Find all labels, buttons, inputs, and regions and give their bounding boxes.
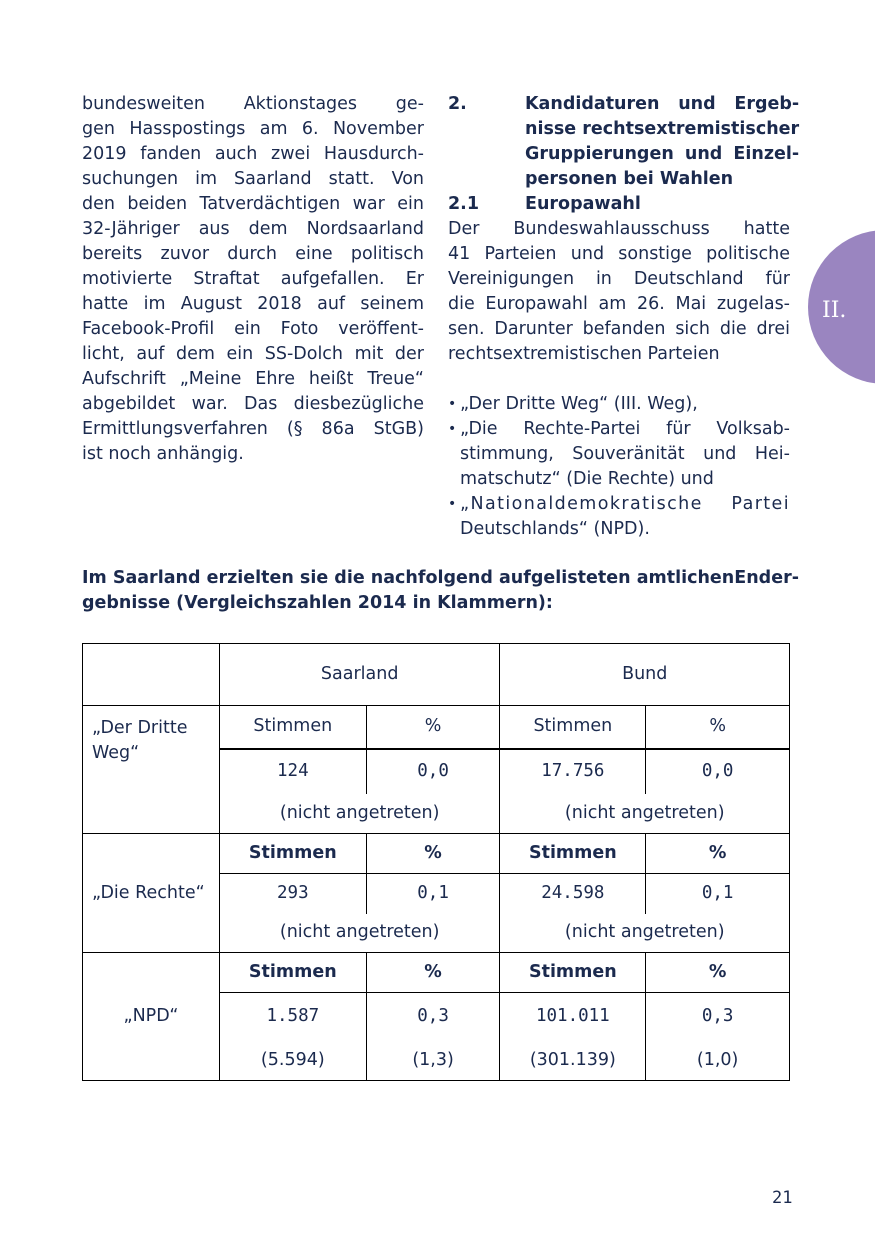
text-line: suchungen im Saarland statt. Von (82, 169, 424, 189)
section-title-line: Gruppierungen und Einzel- (525, 144, 800, 164)
table-header-row (83, 644, 790, 706)
col-header-stimmen: Stimmen (500, 834, 646, 874)
bund-previous-votes: (301.139) (500, 1041, 646, 1081)
bund-percent: 0,0 (646, 749, 790, 794)
col-header-percent: % (366, 834, 500, 874)
col-header-percent: % (646, 834, 790, 874)
party-name-cell: „Der Dritte Weg“ (83, 706, 220, 834)
col-header-percent: % (646, 953, 790, 993)
section-heading (448, 92, 800, 192)
subsection-title: Europawahl (525, 194, 641, 214)
party-name-cell: „NPD“ (83, 953, 220, 1081)
bund-percent: 0,3 (646, 993, 790, 1041)
subsection-number: 2.1 (448, 194, 480, 214)
bund-votes: 101.011 (500, 993, 646, 1041)
col-header-percent: % (366, 953, 500, 993)
saar-votes: 1.587 (219, 993, 366, 1041)
results-lead-text (82, 566, 799, 616)
table-row (83, 706, 790, 749)
section-number: 2. (448, 94, 467, 114)
saar-previous: (nicht angetreten) (219, 914, 500, 953)
saar-percent: 0,3 (366, 993, 500, 1041)
text-line: ist noch anhängig. (82, 444, 244, 464)
text-line: hatte im August 2018 auf seinem (82, 294, 424, 314)
header-saarland: Saarland (219, 644, 500, 706)
col-header-stimmen: Stimmen (219, 953, 366, 993)
col-header-stimmen: Stimmen (500, 706, 646, 749)
text-line: gebnisse (Vergleichszahlen 2014 in Klammern): (82, 593, 553, 613)
right-body-text (448, 217, 790, 367)
saar-previous-percent: (1,3) (366, 1041, 500, 1081)
text-line: die Europawahl am 26. Mai zugelas- (448, 294, 790, 314)
section-title-line: nisse rechtsextremistischer (525, 119, 800, 139)
party-list-item: • „Der Dritte Weg“ (III. Weg), (448, 392, 790, 417)
text-line: abgebildet war. Das diesbezügliche (82, 394, 424, 414)
left-column-text (82, 92, 424, 467)
party-list-item: • „Nationaldemokratische Partei Deutschlands“ (NPD). (448, 492, 790, 542)
party-list-item: • „Die Rechte-Partei für Volksab- stimmung, Souveränität und Hei- matschutz“ (Die Rechte) und (448, 417, 790, 492)
text-line: Aufschrift „Meine Ehre heißt Treue“ (82, 369, 424, 389)
saar-votes: 124 (219, 749, 366, 794)
text-line: Ermittlungsverfahren (§ 86a StGB) (82, 419, 424, 439)
text-line: Vereinigungen in Deutschland für (448, 269, 790, 289)
saar-previous: (nicht angetreten) (219, 794, 500, 834)
col-header-percent: % (646, 706, 790, 749)
table-corner-cell (83, 644, 220, 706)
section-title-line: Kandidaturen und Ergeb- (525, 94, 800, 114)
bund-votes: 17.756 (500, 749, 646, 794)
election-results-table (82, 643, 790, 1081)
chapter-label: II. (822, 298, 847, 323)
bund-previous: (nicht angetreten) (500, 794, 790, 834)
col-header-stimmen: Stimmen (219, 706, 366, 749)
section-title (525, 92, 799, 192)
bund-percent: 0,1 (646, 874, 790, 914)
saar-previous-votes: (5.594) (219, 1041, 366, 1081)
bund-previous: (nicht angetreten) (500, 914, 790, 953)
text-line: bundesweiten Aktionstages ge- (82, 94, 424, 114)
saar-percent: 0,1 (366, 874, 500, 914)
text-line: den beiden Tatverdächtigen war ein (82, 194, 424, 214)
text-line: bereits zuvor durch eine politisch (82, 244, 424, 264)
text-line: gen Hasspostings am 6. November (82, 119, 424, 139)
party-list (448, 392, 790, 542)
text-line: 41 Parteien und sonstige politische (448, 244, 790, 264)
text-line: 32-Jähriger aus dem Nordsaarland (82, 219, 424, 239)
col-header-percent: % (366, 706, 500, 749)
col-header-stimmen: Stimmen (500, 953, 646, 993)
text-line: motivierte Straftat aufgefallen. Er (82, 269, 424, 289)
bund-previous-percent: (1,0) (646, 1041, 790, 1081)
bund-votes: 24.598 (500, 874, 646, 914)
subsection-heading (448, 192, 790, 217)
right-column (448, 92, 800, 542)
text-line: 2019 fanden auch zwei Hausdurch- (82, 144, 424, 164)
text-line: licht, auf dem ein SS-Dolch mit der (82, 344, 424, 364)
text-line: rechtsextremistischen Parteien (448, 344, 720, 364)
table-row (83, 834, 790, 874)
text-line: Facebook-Profil ein Foto veröffent- (82, 319, 424, 339)
page-number: 21 (772, 1188, 793, 1208)
saar-percent: 0,0 (366, 749, 500, 794)
party-name-cell: „Die Rechte“ (83, 834, 220, 953)
col-header-stimmen: Stimmen (219, 834, 366, 874)
text-line: Der Bundeswahlausschuss hatte (448, 219, 790, 239)
header-bund: Bund (500, 644, 790, 706)
table-row (83, 953, 790, 993)
text-line: Im Saarland erzielten sie die nachfolgend aufgelisteten amtlichenEnder- (82, 568, 799, 588)
saar-votes: 293 (219, 874, 366, 914)
text-line: sen. Darunter befanden sich die drei (448, 319, 790, 339)
section-title-line: personen bei Wahlen (525, 169, 734, 189)
